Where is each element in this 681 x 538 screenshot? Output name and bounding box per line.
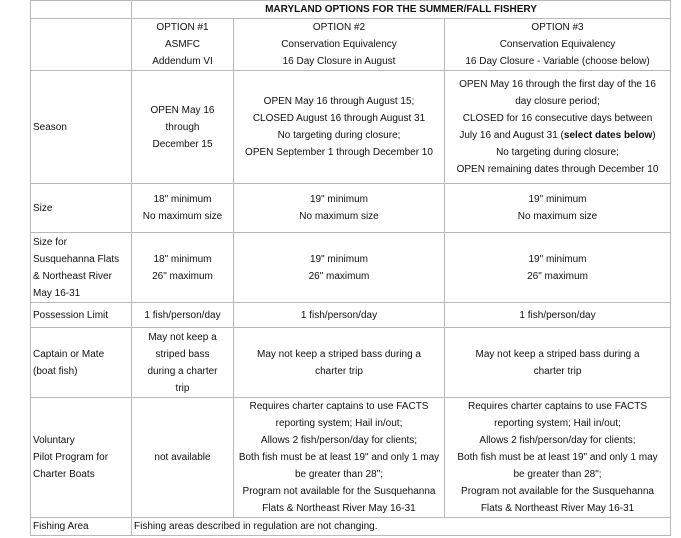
option-header-line: Conservation Equivalency: [281, 39, 397, 50]
option-header-line: OPTION #2: [312, 22, 366, 33]
cell-line: be greater than 28";: [513, 469, 602, 480]
label-line: Size for: [33, 236, 67, 248]
cell-line: Allows 2 fish/person/day for clients;: [260, 435, 418, 446]
cell-line: reporting system; Hail in/out;: [275, 418, 403, 429]
corner-cell: [31, 1, 132, 19]
cell-line: Flats & Northeast River May 16-31: [262, 503, 416, 514]
cell-line: OPEN May 16 through the first day of the 16: [459, 79, 656, 90]
cell-line: 19" minimum: [309, 253, 368, 265]
susquehanna-option-2: [234, 233, 445, 303]
pilot-option-2: [234, 398, 445, 518]
cell-line: December 15: [152, 138, 213, 150]
pilot-program-row: [31, 398, 671, 518]
option-header-line: 16 Day Closure in August: [282, 56, 396, 67]
cell-line: 26" maximum: [152, 270, 213, 282]
possession-option-3: 1 fish/person/day: [445, 303, 671, 328]
cell-line: 18" minimum: [153, 253, 212, 265]
cell-line: 19" minimum: [309, 194, 368, 205]
row-label-size: Size: [31, 184, 132, 233]
captain-option-1: [132, 328, 234, 398]
season-option-3: [445, 71, 671, 184]
cell-line: May not keep a striped bass during a: [257, 348, 421, 360]
cell-line: No maximum size: [142, 211, 223, 222]
fishery-options-table: [30, 0, 671, 536]
possession-row: [31, 303, 671, 328]
possession-option-2: 1 fish/person/day: [234, 303, 445, 328]
cell-line: OPEN May 16: [150, 104, 215, 116]
susquehanna-option-3: [445, 233, 671, 303]
cell-line: Requires charter captains to use FACTS: [468, 401, 647, 412]
row-label-captain: [31, 328, 132, 398]
possession-option-1: 1 fish/person/day: [132, 303, 234, 328]
size-option-2: [234, 184, 445, 233]
cell-line: May not keep a striped bass during a: [475, 348, 640, 360]
cell-line: CLOSED for 16 consecutive days between: [462, 113, 653, 124]
text-run: ): [652, 130, 656, 141]
cell-line: No maximum size: [517, 211, 598, 222]
row-label-season: Season: [31, 71, 132, 184]
option-header-line: Addendum VI: [152, 56, 213, 67]
cell-line: through: [165, 121, 200, 133]
cell-line: 19" minimum: [528, 194, 587, 205]
pilot-option-1: not available: [132, 398, 234, 518]
pilot-option-3: [445, 398, 671, 518]
label-line: (boat fish): [33, 365, 78, 377]
table-title: MARYLAND OPTIONS FOR THE SUMMER/FALL FISHERY: [132, 1, 671, 19]
susquehanna-row: [31, 233, 671, 303]
season-row: [31, 71, 671, 184]
cell-line: be greater than 28";: [294, 469, 384, 480]
cell-line: charter trip: [533, 365, 582, 377]
cell-line: May not keep a: [148, 331, 217, 343]
cell-line: trip: [175, 382, 190, 394]
cell-line: 26" maximum: [527, 270, 588, 282]
row-label-susquehanna: [31, 233, 132, 303]
header-empty-cell: [31, 19, 132, 71]
label-line: May 16-31: [33, 287, 81, 299]
cell-line: CLOSED August 16 through August 31: [252, 113, 426, 124]
option-3-header: [445, 19, 671, 71]
captain-option-3: [445, 328, 671, 398]
option-header-line: OPTION #1: [156, 22, 209, 33]
cell-line: day closure period;: [515, 96, 600, 107]
cell-line: Both fish must be at least 19" and only 1 may: [457, 452, 658, 463]
season-option-1: [132, 71, 234, 184]
captain-row: [31, 328, 671, 398]
cell-line: charter trip: [315, 365, 363, 377]
options-header-row: [31, 19, 671, 71]
fishing-area-note: Fishing areas described in regulation are not changing.: [132, 518, 671, 536]
season-option-2: [234, 71, 445, 184]
text-run: July 16 and August 31 (: [459, 130, 564, 141]
label-line: Charter Boats: [33, 469, 95, 480]
cell-line: Requires charter captains to use FACTS: [249, 401, 429, 412]
cell-line: OPEN May 16 through August 15;: [263, 96, 415, 107]
cell-line: striped bass: [155, 348, 210, 360]
cell-line: 18" minimum: [153, 194, 212, 205]
cell-line: Program not available for the Susquehanna: [461, 486, 654, 497]
row-label-fishing-area: Fishing Area: [31, 518, 132, 536]
label-line: Pilot Program for: [33, 452, 109, 463]
cell-line: Both fish must be at least 19" and only 1 may: [238, 452, 440, 463]
option-header-line: ASMFC: [165, 39, 200, 50]
cell-line-mixed: [447, 127, 668, 144]
cell-line: OPEN September 1 through December 10: [245, 147, 433, 158]
cell-line: No maximum size: [299, 211, 379, 222]
cell-line: Program not available for the Susquehanna: [242, 486, 436, 497]
option-2-header: [234, 19, 445, 71]
label-line: Voluntary: [33, 435, 75, 446]
size-option-1: [132, 184, 234, 233]
cell-line: Flats & Northeast River May 16-31: [480, 503, 635, 514]
captain-option-2: [234, 328, 445, 398]
cell-line: Allows 2 fish/person/day for clients;: [479, 435, 636, 446]
cell-line: OPEN remaining dates through December 10: [456, 164, 659, 175]
row-label-pilot-program: [31, 398, 132, 518]
size-row: [31, 184, 671, 233]
label-line: Captain or Mate: [33, 348, 105, 360]
cell-line: reporting system; Hail in/out;: [494, 418, 621, 429]
option-1-header: [132, 19, 234, 71]
fishing-area-row: [31, 518, 671, 536]
label-line: & Northeast River: [33, 270, 112, 282]
cell-line: during a charter: [147, 365, 218, 377]
row-label-possession: Possession Limit: [31, 303, 132, 328]
option-header-line: Conservation Equivalency: [499, 39, 616, 50]
size-option-3: [445, 184, 671, 233]
susquehanna-option-1: [132, 233, 234, 303]
cell-line: No targeting during closure;: [277, 130, 401, 141]
cell-line: 19" minimum: [528, 253, 587, 265]
cell-line: 26" maximum: [308, 270, 370, 282]
option-header-line: OPTION #3: [531, 22, 584, 33]
option-header-line: 16 Day Closure - Variable (choose below): [465, 56, 650, 67]
select-dates-emphasis: select dates below: [563, 130, 653, 141]
label-line: Susquehanna Flats: [33, 253, 120, 265]
cell-line: No targeting during closure;: [496, 147, 619, 158]
